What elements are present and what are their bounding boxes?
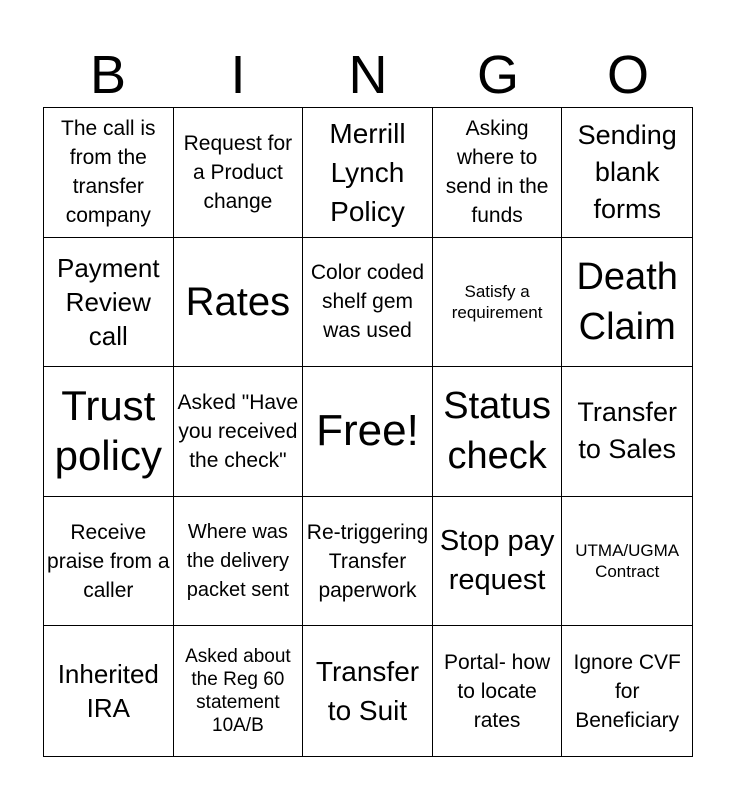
bingo-header bbox=[43, 44, 693, 106]
bingo-cell[interactable] bbox=[44, 367, 174, 497]
bingo-cell-text: Rates bbox=[185, 279, 291, 324]
bingo-cell[interactable] bbox=[433, 367, 563, 497]
bingo-cell[interactable] bbox=[44, 108, 174, 238]
bingo-cell-text: Status check bbox=[443, 385, 551, 478]
bingo-cell[interactable] bbox=[433, 108, 563, 238]
header-letter-g: G bbox=[476, 45, 519, 105]
bingo-cell[interactable] bbox=[433, 626, 563, 756]
bingo-cell-text: Where was the delivery packet sent bbox=[186, 520, 290, 601]
header-letter-o: O bbox=[606, 45, 649, 105]
bingo-cell-free[interactable] bbox=[303, 367, 433, 497]
bingo-cell-text: UTMA/UGMA Contract bbox=[575, 541, 680, 582]
bingo-cell-text: Asking where to send in the funds bbox=[445, 117, 549, 228]
bingo-cell[interactable] bbox=[562, 108, 692, 238]
bingo-cell-text: Transfer to Suit bbox=[315, 656, 420, 727]
header-letter-i: I bbox=[230, 45, 246, 105]
bingo-cell[interactable] bbox=[303, 497, 433, 627]
bingo-cell-text: Receive praise from a caller bbox=[47, 520, 170, 602]
bingo-cell-text: Color coded shelf gem was used bbox=[310, 261, 425, 343]
bingo-cell[interactable] bbox=[562, 367, 692, 497]
bingo-cell[interactable] bbox=[562, 626, 692, 756]
bingo-cell-text: Request for a Product change bbox=[183, 131, 293, 213]
bingo-cell[interactable] bbox=[303, 626, 433, 756]
bingo-cell-text: Transfer to Sales bbox=[577, 397, 677, 465]
bingo-cell-text: Free! bbox=[316, 406, 419, 456]
bingo-cell-text: Asked "Have you received the check" bbox=[177, 390, 299, 472]
bingo-cell[interactable] bbox=[433, 497, 563, 627]
bingo-cell-text: Merrill Lynch Policy bbox=[329, 117, 406, 227]
bingo-card-grid bbox=[43, 107, 693, 757]
bingo-cell-text: Re-triggering Transfer paperwork bbox=[306, 520, 429, 602]
bingo-cell-text: Payment Review call bbox=[56, 252, 160, 351]
bingo-cell[interactable] bbox=[174, 367, 304, 497]
bingo-cell[interactable] bbox=[433, 238, 563, 368]
bingo-cell[interactable] bbox=[174, 108, 304, 238]
bingo-cell-text: The call is from the transfer company bbox=[61, 117, 156, 228]
bingo-cell-text: Ignore CVF for Beneficiary bbox=[573, 650, 681, 732]
bingo-cell-text: Satisfy a requirement bbox=[451, 281, 543, 322]
bingo-cell[interactable] bbox=[174, 497, 304, 627]
bingo-cell-text: Asked about the Reg 60 statement 10A/B bbox=[185, 646, 291, 737]
bingo-cell[interactable] bbox=[44, 626, 174, 756]
bingo-cell-text: Portal- how to locate rates bbox=[443, 650, 551, 732]
bingo-cell[interactable] bbox=[562, 238, 692, 368]
bingo-cell-text: Inherited IRA bbox=[57, 659, 159, 724]
bingo-cell-text: Stop pay request bbox=[439, 525, 555, 597]
bingo-cell[interactable] bbox=[44, 497, 174, 627]
bingo-cell[interactable] bbox=[303, 238, 433, 368]
bingo-cell[interactable] bbox=[174, 626, 304, 756]
bingo-cell-text: Sending blank forms bbox=[577, 119, 677, 224]
header-letter-n: N bbox=[348, 45, 388, 105]
bingo-cell-text: Death Claim bbox=[576, 255, 678, 348]
bingo-cell[interactable] bbox=[44, 238, 174, 368]
bingo-cell[interactable] bbox=[303, 108, 433, 238]
bingo-cell[interactable] bbox=[562, 497, 692, 627]
bingo-cell-text: Trust policy bbox=[54, 382, 162, 480]
bingo-cell[interactable] bbox=[174, 238, 304, 368]
header-letter-b: B bbox=[89, 45, 127, 105]
